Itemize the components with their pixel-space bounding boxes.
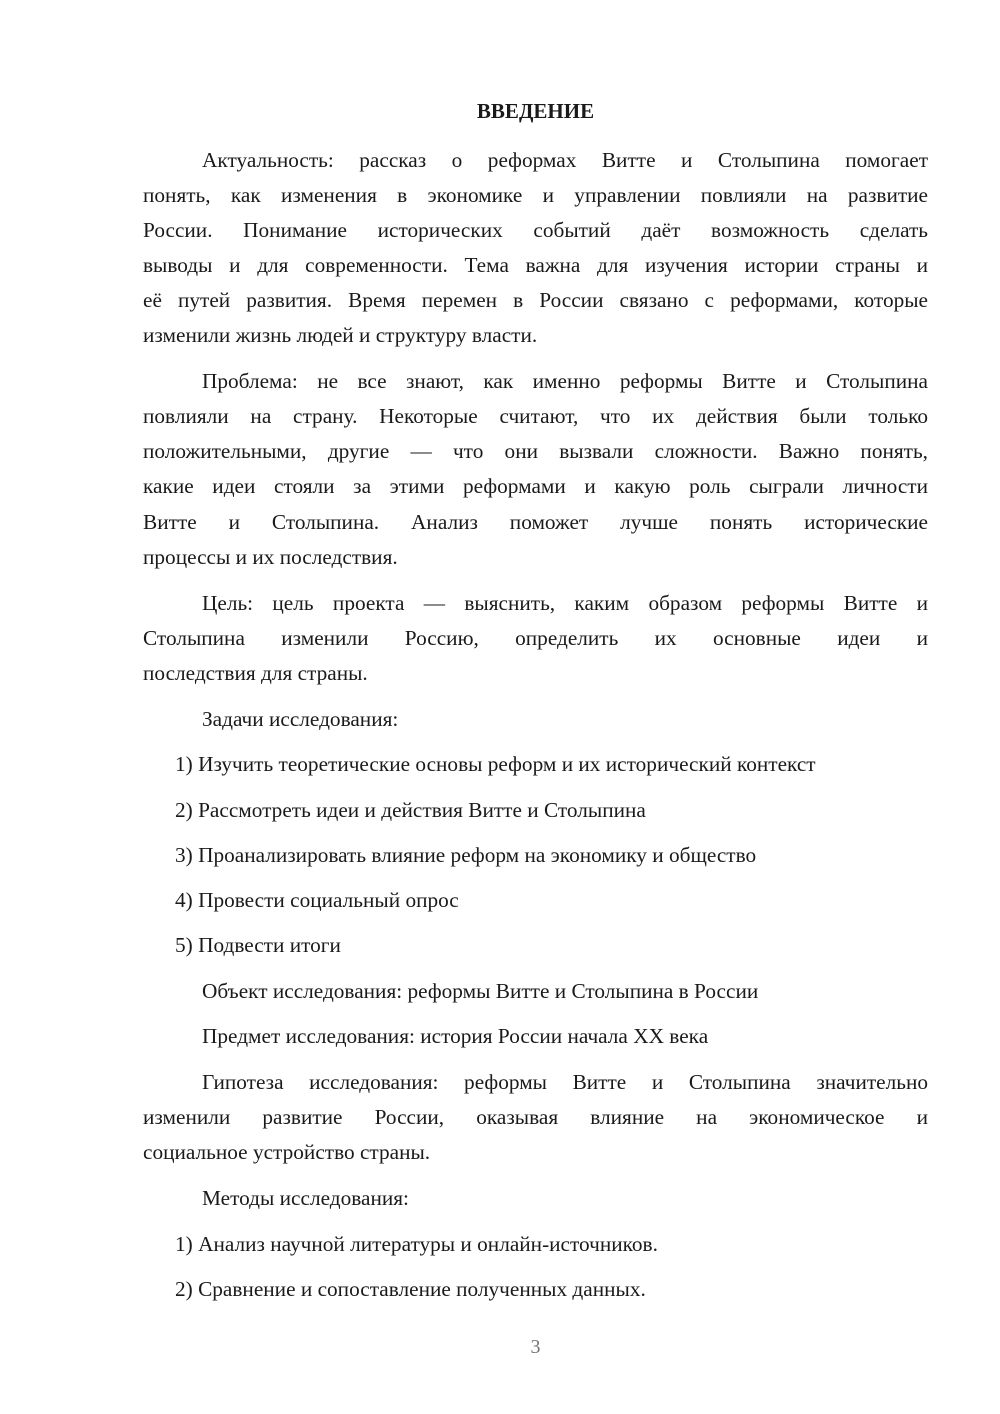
text-line: Столыпина изменили Россию, определить их основные идеи и	[143, 626, 928, 650]
text-line: Витте и Столыпина. Анализ поможет лучше понять исторические	[143, 510, 928, 534]
text-line: процессы и их последствия.	[143, 545, 398, 569]
text-line: последствия для страны.	[143, 661, 368, 685]
text-line: Цель: цель проекта — выяснить, каким образом реформы Витте и	[202, 591, 928, 615]
text-line: изменили жизнь людей и структуру власти.	[143, 323, 538, 347]
tasks-heading: Задачи исследования:	[202, 707, 399, 731]
text-line: России. Понимание исторических событий даёт возможность сделать	[143, 218, 928, 242]
text-line: Проблема: не все знают, как именно реформы Витте и Столыпина	[202, 369, 928, 393]
research-object: Объект исследования: реформы Витте и Столыпина в России	[202, 979, 759, 1003]
list-item: 4) Провести социальный опрос	[175, 888, 459, 912]
research-subject: Предмет исследования: история России начала XX века	[202, 1024, 709, 1048]
text-line: её путей развития. Время перемен в России связано с реформами, которые	[143, 288, 928, 312]
text-line: Гипотеза исследования: реформы Витте и Столыпина значительно	[202, 1070, 928, 1094]
list-item: 5) Подвести итоги	[175, 933, 341, 957]
list-item: 2) Сравнение и сопоставление полученных данных.	[175, 1277, 646, 1301]
text-line: выводы и для современности. Тема важна для изучения истории страны и	[143, 253, 928, 277]
section-title: ВВЕДЕНИЕ	[476, 99, 595, 123]
list-item: 1) Анализ научной литературы и онлайн-источников.	[175, 1232, 658, 1256]
text-line: понять, как изменения в экономике и управлении повлияли на развитие	[143, 183, 928, 207]
text-line: Актуальность: рассказ о реформах Витте и Столыпина помогает	[202, 148, 928, 172]
text-line: какие идеи стояли за этими реформами и какую роль сыграли личности	[143, 474, 928, 498]
methods-heading: Методы исследования:	[202, 1186, 409, 1210]
list-item: 2) Рассмотреть идеи и действия Витте и Столыпина	[175, 798, 646, 822]
text-line: повлияли на страну. Некоторые считают, что их действия были только	[143, 404, 928, 428]
text-line: положительными, другие — что они вызвали сложности. Важно понять,	[143, 439, 928, 463]
page-number: 3	[530, 1336, 541, 1358]
text-line: изменили развитие России, оказывая влияние на экономическое и	[143, 1105, 928, 1129]
text-line: социальное устройство страны.	[143, 1140, 431, 1164]
list-item: 3) Проанализировать влияние реформ на экономику и общество	[175, 843, 757, 867]
list-item: 1) Изучить теоретические основы реформ и их исторический контекст	[175, 752, 816, 776]
